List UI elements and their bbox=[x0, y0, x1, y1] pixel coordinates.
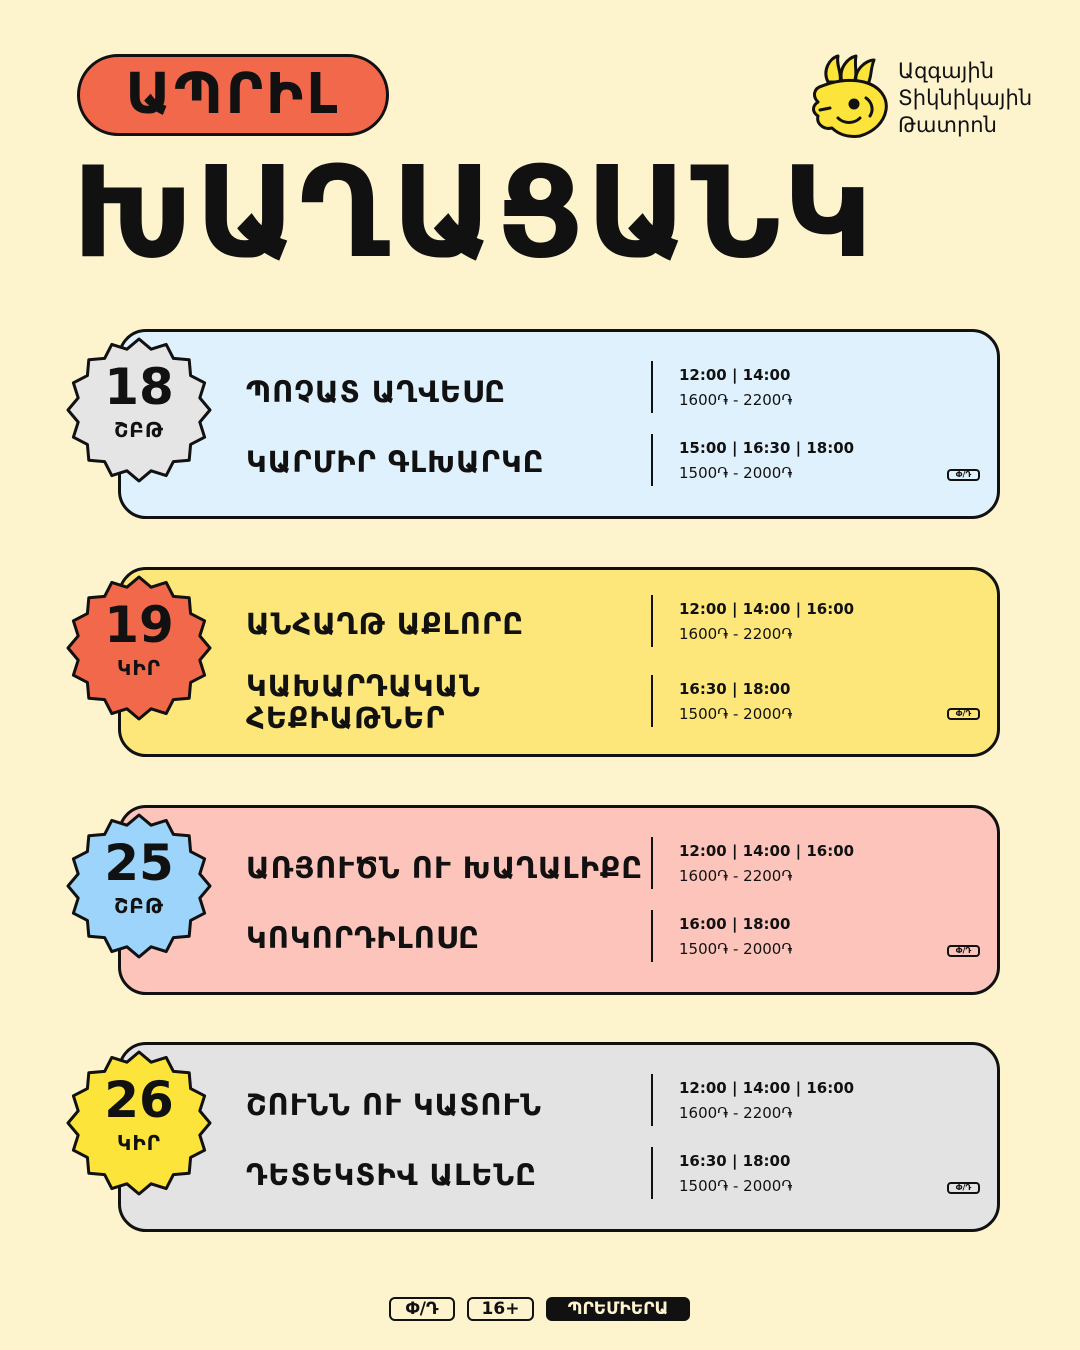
divider bbox=[651, 837, 653, 889]
legend-label: ՊՐԵՄԻԵՐԱ bbox=[567, 1299, 669, 1319]
legend-tag-premiere bbox=[546, 1297, 690, 1321]
day-card bbox=[118, 805, 1000, 995]
weekday-label: ՇԲԹ bbox=[114, 418, 164, 442]
divider bbox=[651, 675, 653, 727]
showtimes: 16:30 | 18:00 bbox=[679, 1152, 791, 1170]
show-title-line: ՀԵՔԻԱԹՆԵՐ bbox=[246, 701, 446, 735]
weekday-label: ՇԲԹ bbox=[114, 894, 164, 918]
day-card bbox=[118, 567, 1000, 757]
date-badge bbox=[66, 813, 212, 959]
show-title[interactable] bbox=[246, 852, 643, 884]
show-title[interactable] bbox=[246, 1159, 537, 1191]
day-card bbox=[118, 329, 1000, 519]
legend-label: 16+ bbox=[481, 1299, 520, 1319]
format-tag: Փ/Դ bbox=[947, 945, 980, 957]
day-number: 25 bbox=[104, 834, 174, 892]
show-title-line: ՇՈՒՆՆ ՈՒ ԿԱՏՈՒՆ bbox=[246, 1088, 543, 1122]
format-tag: Փ/Դ bbox=[947, 1182, 980, 1194]
day-number: 26 bbox=[104, 1071, 174, 1129]
divider bbox=[651, 1074, 653, 1126]
theatre-logo-icon bbox=[808, 52, 892, 142]
show-title[interactable] bbox=[246, 608, 524, 640]
legend-tag-fd bbox=[389, 1297, 455, 1321]
divider bbox=[651, 1147, 653, 1199]
divider bbox=[651, 361, 653, 413]
logo-line: Ազգային bbox=[898, 59, 995, 83]
show-title[interactable] bbox=[246, 670, 481, 734]
month-pill bbox=[77, 54, 389, 136]
show-title-line: ԴԵՏԵԿՏԻՎ ԱԼԵՆԸ bbox=[246, 1158, 538, 1192]
divider bbox=[651, 434, 653, 486]
showtimes: 16:30 | 18:00 bbox=[679, 680, 791, 698]
show-title[interactable] bbox=[246, 922, 480, 954]
showtimes: 12:00 | 14:00 | 16:00 bbox=[679, 600, 855, 618]
divider bbox=[651, 595, 653, 647]
showtimes: 16:00 | 18:00 bbox=[679, 915, 791, 933]
day-number: 18 bbox=[104, 358, 174, 416]
date-badge bbox=[66, 575, 212, 721]
divider bbox=[651, 910, 653, 962]
price-range: 1500֏ - 2000֏ bbox=[679, 1177, 793, 1195]
showtimes: 12:00 | 14:00 | 16:00 bbox=[679, 1079, 855, 1097]
weekday-label: ԿԻՐ bbox=[117, 656, 161, 680]
show-title-line: ԿՈԿՈՐԴԻԼՈՍԸ bbox=[246, 921, 481, 955]
show-title-line: ՊՈՉԱՏ ԱՂՎԵՍԸ bbox=[246, 375, 507, 409]
price-range: 1500֏ - 2000֏ bbox=[679, 705, 793, 723]
show-title-line: ԿԱՐՄԻՐ ԳԼԽԱՐԿԸ bbox=[246, 445, 545, 479]
showtimes: 12:00 | 14:00 bbox=[679, 366, 791, 384]
month-label: ԱՊՐԻԼ bbox=[125, 62, 341, 127]
price-range: 1600֏ - 2200֏ bbox=[679, 625, 793, 643]
legend-tag-age bbox=[467, 1297, 534, 1321]
show-title-line: ԱՆՀԱՂԹ ԱՔԼՈՐԸ bbox=[246, 607, 525, 641]
show-title[interactable] bbox=[246, 1089, 542, 1121]
show-title[interactable] bbox=[246, 446, 545, 478]
show-title-line: ԿԱԽԱՐԴԱԿԱՆ bbox=[246, 669, 481, 703]
day-number: 19 bbox=[104, 596, 174, 654]
format-tag: Փ/Դ bbox=[947, 469, 980, 481]
date-badge bbox=[66, 1050, 212, 1196]
showtimes: 12:00 | 14:00 | 16:00 bbox=[679, 842, 855, 860]
show-title[interactable] bbox=[246, 376, 506, 408]
price-range: 1600֏ - 2200֏ bbox=[679, 867, 793, 885]
format-tag: Փ/Դ bbox=[947, 708, 980, 720]
date-badge bbox=[66, 337, 212, 483]
show-title-line: ԱՌՅՈՒԾՆ ՈՒ ԽԱՂԱԼԻՔԸ bbox=[246, 851, 644, 885]
page-title: ԽԱՂԱՑԱՆԿ bbox=[72, 139, 875, 286]
theatre-name bbox=[898, 58, 1073, 139]
logo-line: Թատրոն bbox=[898, 113, 997, 137]
day-card bbox=[118, 1042, 1000, 1232]
logo-line: Տիկնիկային bbox=[898, 86, 1033, 110]
price-range: 1500֏ - 2000֏ bbox=[679, 464, 793, 482]
price-range: 1600֏ - 2200֏ bbox=[679, 1104, 793, 1122]
price-range: 1600֏ - 2200֏ bbox=[679, 391, 793, 409]
price-range: 1500֏ - 2000֏ bbox=[679, 940, 793, 958]
weekday-label: ԿԻՐ bbox=[117, 1131, 161, 1155]
legend-label: Փ/Դ bbox=[405, 1299, 439, 1319]
showtimes: 15:00 | 16:30 | 18:00 bbox=[679, 439, 855, 457]
